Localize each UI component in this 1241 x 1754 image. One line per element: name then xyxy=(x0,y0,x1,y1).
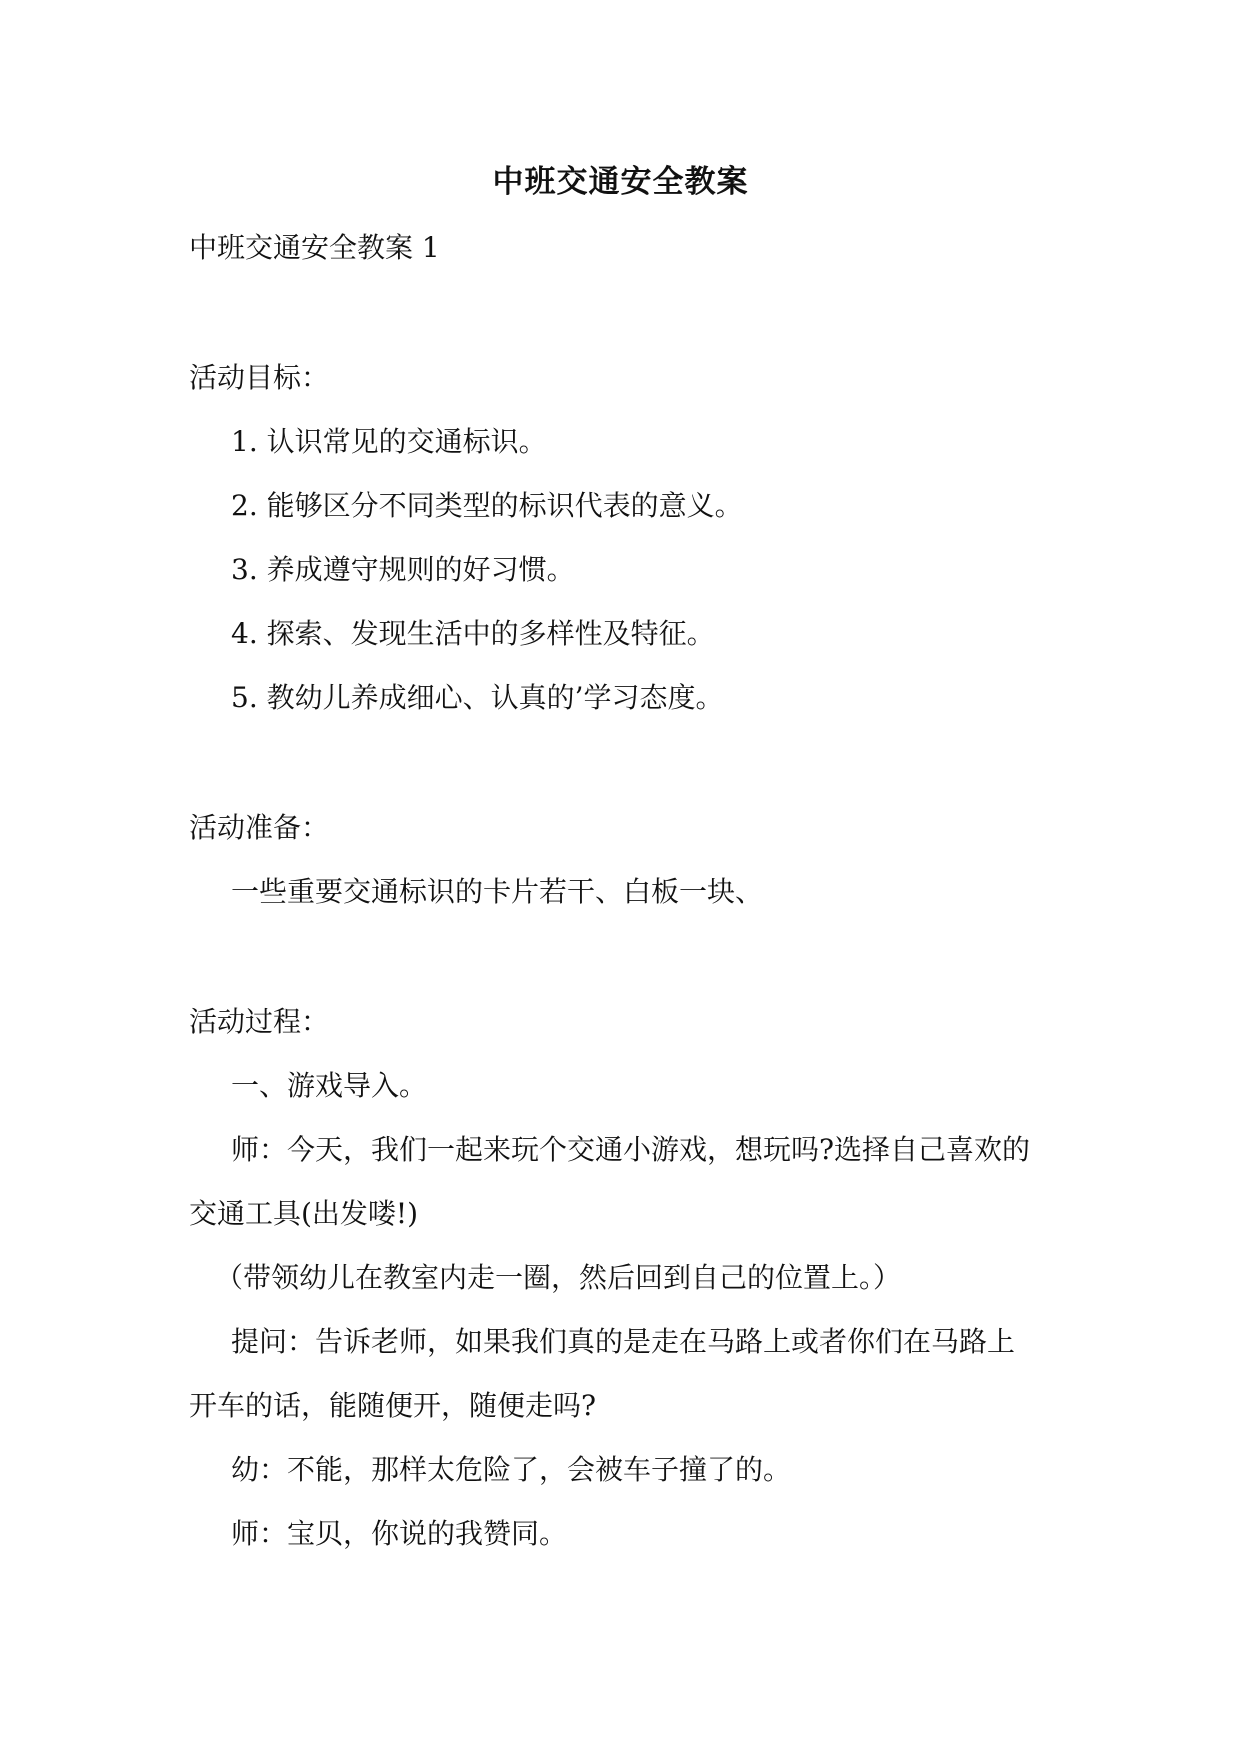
goal-item: 1. 认识常见的交通标识。 xyxy=(231,425,547,458)
process-line: （带领幼儿在教室内走一圈，然后回到自己的位置上。） xyxy=(215,1261,902,1294)
goal-item: 4. 探索、发现生活中的多样性及特征。 xyxy=(231,617,715,650)
process-line: 师：宝贝，你说的我赞同。 xyxy=(231,1517,568,1550)
process-line: 师：今天，我们一起来玩个交通小游戏，想玩吗?选择自己喜欢的 xyxy=(231,1133,1031,1166)
goal-item: 3. 养成遵守规则的好习惯。 xyxy=(231,553,575,586)
section-subtitle: 中班交通安全教案 1 xyxy=(189,231,440,264)
preparation-text: 一些重要交通标识的卡片若干、白板一块、 xyxy=(231,875,764,908)
process-line: 提问：告诉老师，如果我们真的是走在马路上或者你们在马路上 xyxy=(231,1325,1016,1358)
document-title: 中班交通安全教案 xyxy=(492,164,749,200)
goal-item: 5. 教幼儿养成细心、认真的’学习态度。 xyxy=(231,681,724,714)
process-line: 一、游戏导入。 xyxy=(231,1069,428,1102)
goal-item: 2. 能够区分不同类型的标识代表的意义。 xyxy=(231,489,743,522)
preparation-heading: 活动准备： xyxy=(189,811,330,844)
goals-heading: 活动目标： xyxy=(189,361,330,394)
process-heading: 活动过程： xyxy=(189,1005,330,1038)
process-line: 幼：不能，那样太危险了，会被车子撞了的。 xyxy=(231,1453,792,1486)
process-line: 开车的话，能随便开，随便走吗? xyxy=(189,1389,597,1422)
process-line: 交通工具(出发喽!) xyxy=(189,1197,419,1230)
